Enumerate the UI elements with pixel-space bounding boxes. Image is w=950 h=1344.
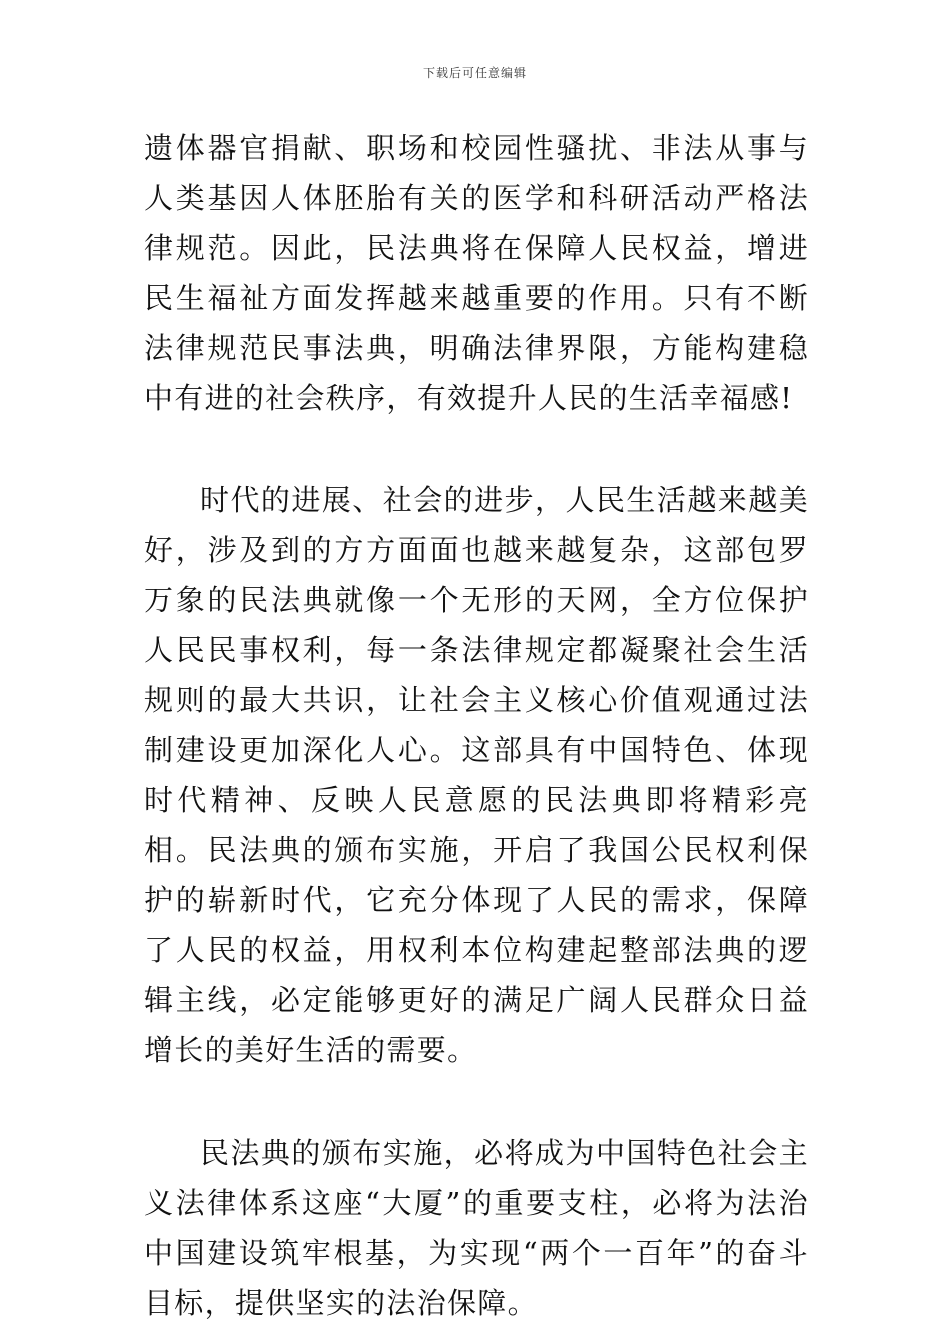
page-header: 下载后可任意编辑 [422, 66, 527, 80]
paragraph-civil-code-pillar: 民法典的颁布实施，必将成为中国特色社会主义法律体系这座“大厦”的重要支柱，必将为法治中国建设筑牢根基，为实现“两个一百年”的奋斗目标，提供坚实的法治保障。 [144, 1136, 809, 1320]
paragraph-era-progress: 时代的进展、社会的进步，人民生活越来越美好，涉及到的方方面面也越来越复杂，这部包罗万象的民法典就像一个无形的天网，全方位保护人民民事权利，每一条法律规定都凝聚社会生活规则的最大共识，让社会主义核心价值观通过法制建设更加深化人心。这部具有中国特色、体现时代精神、反映人民意愿的民法典即将精彩亮相。民法典的颁布实施，开启了我国公民权利保护的崭新时代，它充分体现了人民的需求，保障了人民的权益，用权利本位构建起整部法典的逻辑主线，必定能够更好的满足广阔人民群众日益增长的美好生活的需要。 [144, 483, 809, 1067]
paragraph-continuation: 遗体器官捐献、职场和校园性骚扰、非法从事与人类基因人体胚胎有关的医学和科研活动严格法律规范。因此，民法典将在保障人民权益，增进民生福祉方面发挥越来越重要的作用。只有不断法律规范民事法典，明确法律界限，方能构建稳中有进的社会秩序，有效提升人民的生活幸福感! [144, 131, 809, 415]
document-body [144, 123, 809, 1328]
